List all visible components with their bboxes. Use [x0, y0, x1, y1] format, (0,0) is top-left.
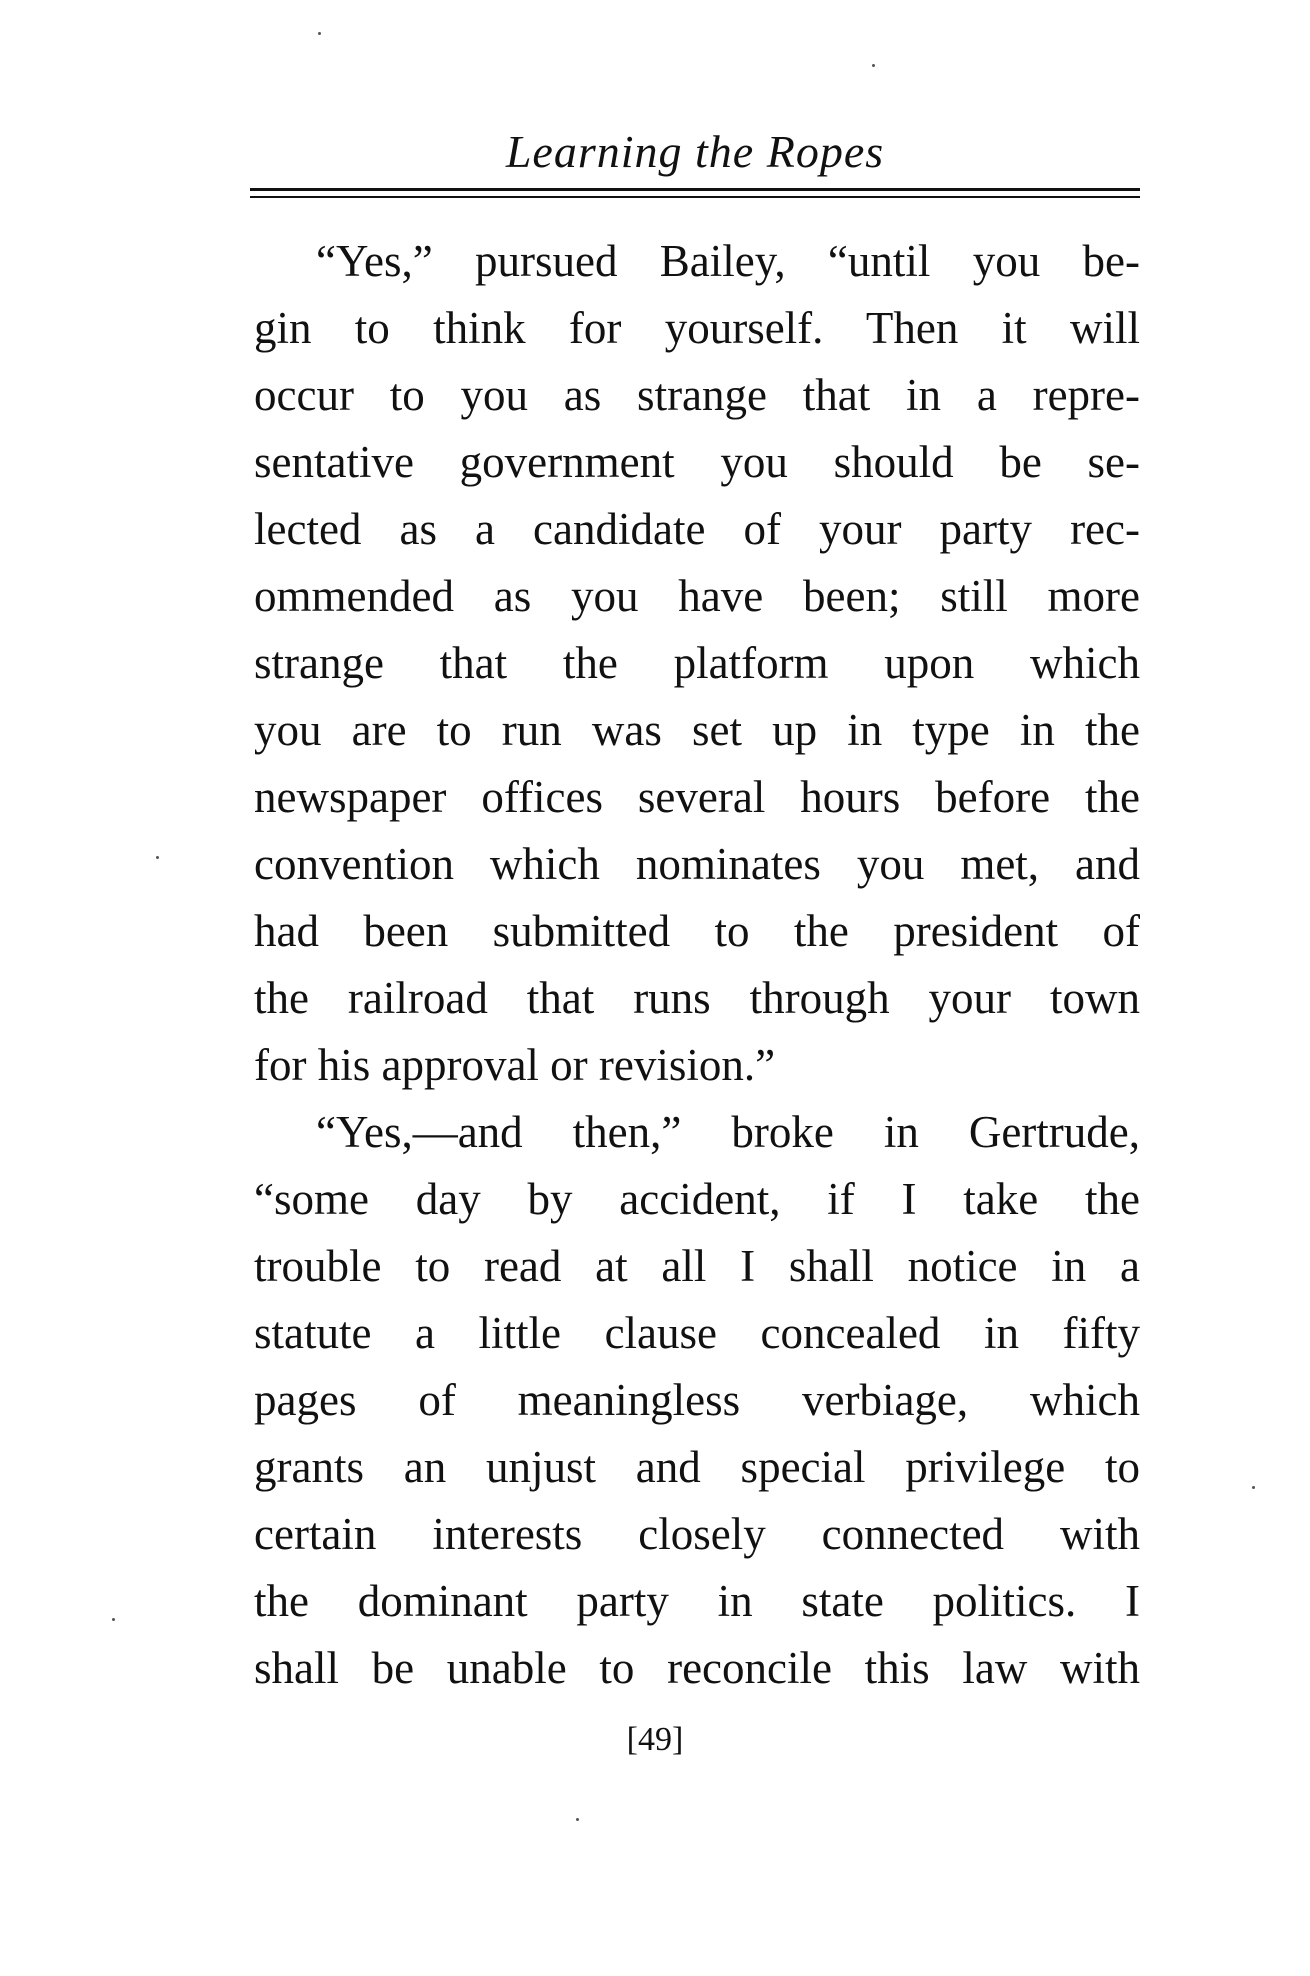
paper-speck — [1252, 1486, 1255, 1489]
paper-speck — [112, 1618, 115, 1621]
paper-speck — [318, 32, 321, 35]
body-text — [254, 228, 1140, 1702]
text-line: certain interests closely connected with — [254, 1509, 1140, 1559]
page-number: [49] — [626, 1721, 684, 1758]
text-line: ommended as you have been; still more — [254, 571, 1140, 621]
text-line: “Yes,” pursued Bailey, “until you be- — [316, 236, 1140, 286]
paper-speck — [576, 1818, 579, 1821]
text-line: the railroad that runs through your town — [254, 973, 1140, 1023]
text-line: sentative government you should be se- — [254, 437, 1140, 487]
text-line: lected as a candidate of your party rec- — [254, 504, 1140, 554]
paragraph-gertrude — [254, 1099, 1140, 1702]
header-rule-thick — [250, 188, 1140, 191]
text-line: had been submitted to the president of — [254, 906, 1140, 956]
text-line: strange that the platform upon which — [254, 638, 1140, 688]
paper-speck — [872, 64, 875, 67]
paper-speck — [156, 856, 159, 859]
text-line: “some day by accident, if I take the — [254, 1174, 1140, 1224]
text-line: gin to think for yourself. Then it will — [254, 303, 1140, 353]
text-line: newspaper offices several hours before the — [254, 772, 1140, 822]
paragraph-bailey — [254, 228, 1140, 1099]
text-line: you are to run was set up in type in the — [254, 705, 1140, 755]
text-line: convention which nominates you met, and — [254, 839, 1140, 889]
header-rule-thin — [250, 196, 1140, 198]
text-line: shall be unable to reconcile this law with — [254, 1643, 1140, 1693]
text-line: the dominant party in state politics. I — [254, 1576, 1140, 1626]
text-line: “Yes,—and then,” broke in Gertrude, — [316, 1107, 1140, 1157]
text-line: for his approval or revision.” — [254, 1040, 776, 1090]
text-line: occur to you as strange that in a repre- — [254, 370, 1140, 420]
text-line: statute a little clause concealed in fifty — [254, 1308, 1140, 1358]
running-head: Learning the Ropes — [505, 126, 885, 177]
text-line: trouble to read at all I shall notice in a — [254, 1241, 1140, 1291]
text-line: grants an unjust and special privilege to — [254, 1442, 1140, 1492]
text-line: pages of meaningless verbiage, which — [254, 1375, 1140, 1425]
